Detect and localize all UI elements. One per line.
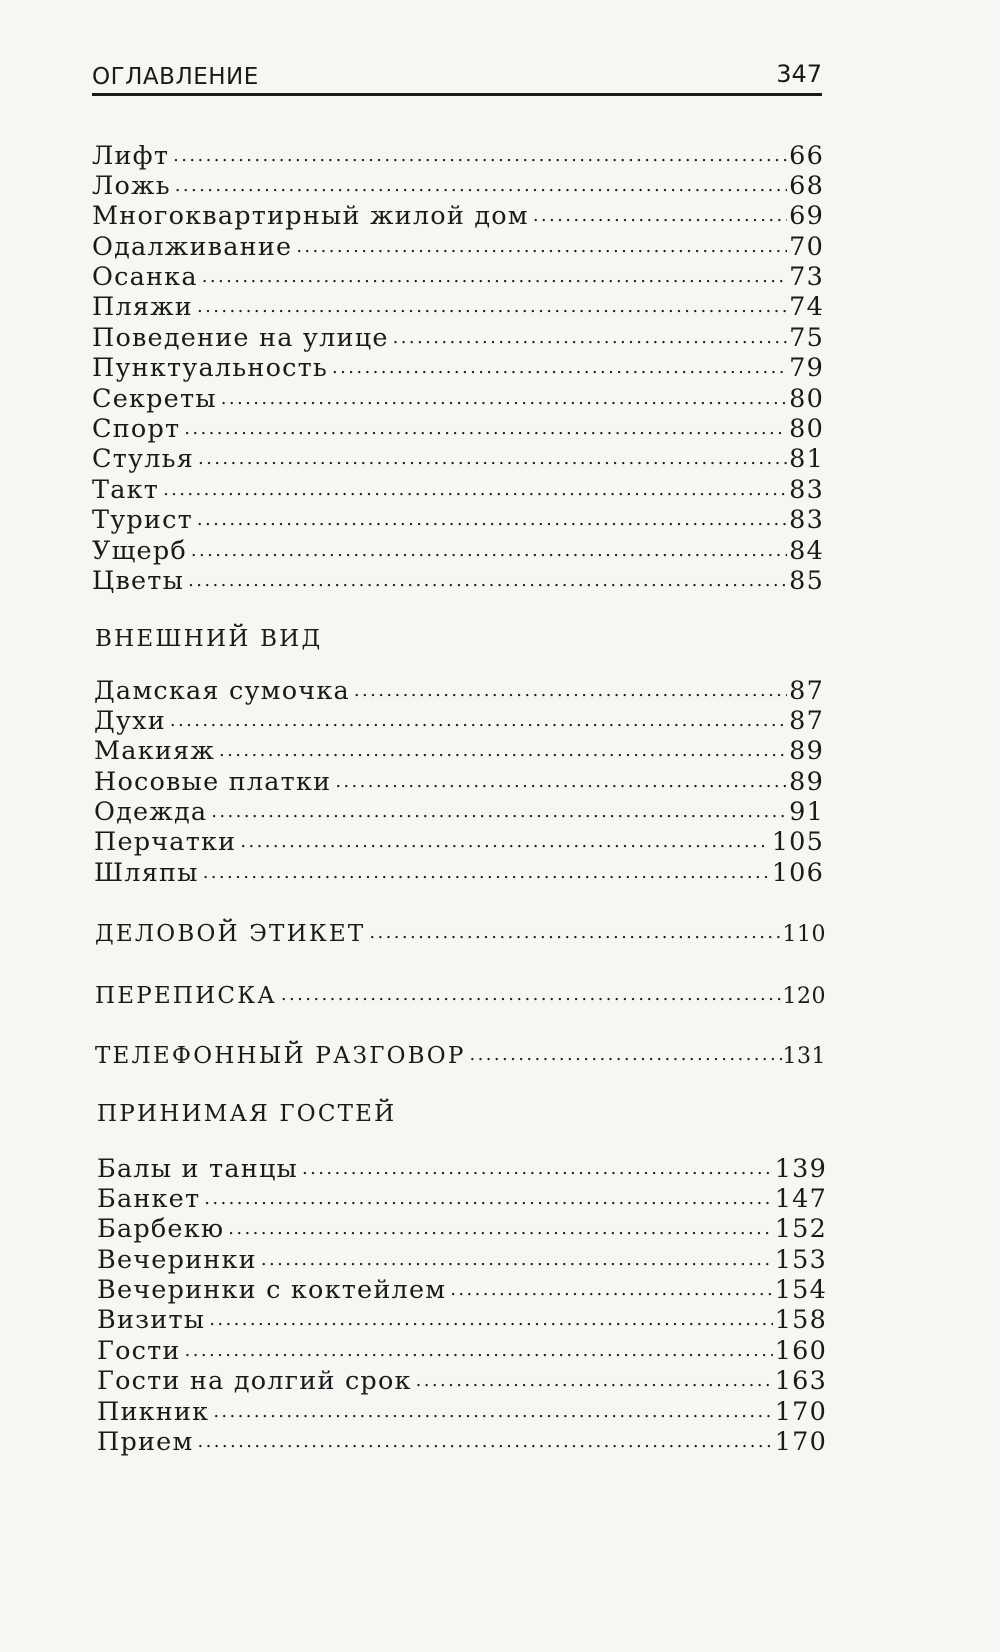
toc-entry-label: Поведение на улице <box>92 322 389 353</box>
toc-entry-label: Одежда <box>94 797 208 828</box>
page-header <box>92 58 822 96</box>
toc-entry[interactable] <box>92 260 824 293</box>
toc-entry-page: 70 <box>789 231 824 262</box>
leader-dots <box>354 673 787 699</box>
leader-dots <box>185 1333 773 1359</box>
toc-entry-page: 163 <box>774 1366 827 1397</box>
toc-entry-page: 106 <box>771 857 824 888</box>
toc-entry-label: Спорт <box>92 414 181 445</box>
toc-section-phone[interactable] <box>95 1040 826 1069</box>
toc-entry-label: Цветы <box>92 565 185 596</box>
toc-entry-label: Осанка <box>92 262 198 293</box>
toc-entry-page: 89 <box>789 736 824 767</box>
section-heading-guests[interactable]: ПРИНИМАЯ ГОСТЕЙ <box>97 1101 397 1127</box>
toc-entry[interactable] <box>97 1151 827 1184</box>
toc-entry-label: Ложь <box>92 170 171 201</box>
toc-entry[interactable] <box>97 1303 827 1336</box>
toc-entry[interactable] <box>92 290 824 323</box>
leader-dots <box>302 1151 773 1177</box>
toc-entry-label: Барбекю <box>97 1214 225 1245</box>
leader-dots <box>470 1040 783 1063</box>
toc-entry[interactable] <box>92 320 824 353</box>
leader-dots <box>202 260 787 286</box>
toc-entry-label: Духи <box>94 705 166 736</box>
toc-entry-label: Вечеринки <box>97 1244 257 1275</box>
toc-entry-label: Пляжи <box>92 292 193 323</box>
leader-dots <box>188 563 787 589</box>
toc-entry-page: 91 <box>789 797 824 828</box>
toc-entry[interactable] <box>97 1212 827 1245</box>
toc-entry[interactable] <box>92 533 824 566</box>
toc-group-guests <box>97 1151 827 1458</box>
running-title: ОГЛАВЛЕНИЕ <box>92 64 259 90</box>
toc-entry-page: 139 <box>774 1153 827 1184</box>
toc-entry[interactable] <box>97 1181 827 1214</box>
toc-entry-label: Гости на долгий срок <box>97 1366 412 1397</box>
toc-section-page: 131 <box>782 1044 826 1069</box>
toc-group-general <box>92 138 824 594</box>
toc-entry-label: Секреты <box>92 383 217 414</box>
leader-dots <box>228 1212 772 1238</box>
toc-entry-label: Стулья <box>92 444 194 475</box>
leader-dots <box>261 1242 773 1268</box>
toc-group-appearance <box>94 673 824 886</box>
toc-entry-page: 152 <box>774 1214 827 1245</box>
toc-entry-label: Турист <box>92 505 193 536</box>
leader-dots <box>240 825 769 851</box>
toc-entry[interactable] <box>97 1273 827 1306</box>
toc-section-correspondence[interactable] <box>95 980 826 1009</box>
toc-entry[interactable] <box>92 199 824 232</box>
leader-dots <box>204 1181 772 1207</box>
toc-entry[interactable] <box>94 734 824 767</box>
toc-entry-label: Перчатки <box>94 827 237 858</box>
toc-entry-page: 80 <box>789 383 824 414</box>
toc-section-label: ДЕЛОВОЙ ЭТИКЕТ <box>95 921 366 947</box>
toc-entry-label: Носовые платки <box>94 766 332 797</box>
toc-entry-page: 147 <box>774 1183 827 1214</box>
toc-entry-page: 85 <box>789 565 824 596</box>
leader-dots <box>184 412 787 438</box>
toc-entry-label: Пикник <box>97 1396 210 1427</box>
toc-entry-label: Одалживание <box>92 231 293 262</box>
toc-entry-page: 73 <box>789 262 824 293</box>
toc-entry-label: Пунктуальность <box>92 353 328 384</box>
leader-dots <box>197 1425 772 1451</box>
leader-dots <box>211 795 787 821</box>
toc-entry[interactable] <box>94 673 824 706</box>
leader-dots <box>221 381 787 407</box>
leader-dots <box>219 734 787 760</box>
toc-entry[interactable] <box>94 764 824 797</box>
toc-entry-page: 83 <box>789 474 824 505</box>
toc-entry-page: 170 <box>774 1396 827 1427</box>
toc-entry-label: Балы и танцы <box>97 1153 299 1184</box>
leader-dots <box>450 1273 772 1299</box>
leader-dots <box>197 503 787 529</box>
toc-entry-page: 153 <box>774 1244 827 1275</box>
toc-entry-page: 81 <box>789 444 824 475</box>
toc-entry[interactable] <box>97 1333 827 1366</box>
toc-entry-page: 66 <box>789 140 824 171</box>
toc-entry[interactable] <box>97 1425 827 1458</box>
toc-entry-page: 158 <box>774 1305 827 1336</box>
leader-dots <box>369 918 782 941</box>
toc-entry[interactable] <box>97 1394 827 1427</box>
toc-entry-label: Вечеринки с коктейлем <box>97 1275 447 1306</box>
page-number: 347 <box>776 60 822 88</box>
toc-entry[interactable] <box>92 472 824 505</box>
leader-dots <box>416 1364 773 1390</box>
toc-entry-page: 105 <box>771 827 824 858</box>
toc-entry-page: 89 <box>789 766 824 797</box>
leader-dots <box>335 764 787 790</box>
leader-dots <box>163 472 787 498</box>
toc-entry-page: 170 <box>774 1427 827 1458</box>
toc-entry-label: Банкет <box>97 1183 201 1214</box>
toc-entry[interactable] <box>94 703 824 736</box>
toc-entry-page: 79 <box>789 353 824 384</box>
leader-dots <box>209 1303 772 1329</box>
toc-entry[interactable] <box>94 855 824 888</box>
leader-dots <box>281 980 783 1003</box>
toc-entry[interactable] <box>97 1242 827 1275</box>
toc-entry-page: 80 <box>789 414 824 445</box>
toc-entry[interactable] <box>92 442 824 475</box>
leader-dots <box>213 1394 772 1420</box>
leader-dots <box>332 351 787 377</box>
toc-entry[interactable] <box>92 138 824 171</box>
toc-entry-page: 69 <box>789 201 824 232</box>
leader-dots <box>173 138 787 164</box>
toc-entry[interactable] <box>92 168 824 201</box>
toc-entry-label: Шляпы <box>94 857 199 888</box>
toc-entry-label: Лифт <box>92 140 170 171</box>
toc-entry-page: 87 <box>789 705 824 736</box>
toc-entry[interactable] <box>92 229 824 262</box>
toc-entry[interactable] <box>92 351 824 384</box>
leader-dots <box>203 855 770 881</box>
toc-entry[interactable] <box>92 503 824 536</box>
toc-entry-page: 83 <box>789 505 824 536</box>
leader-dots <box>170 703 787 729</box>
toc-entry[interactable] <box>92 381 824 414</box>
toc-entry-label: Ущерб <box>92 535 187 566</box>
toc-entry[interactable] <box>97 1364 827 1397</box>
toc-entry-page: 160 <box>774 1335 827 1366</box>
leader-dots <box>198 442 787 468</box>
toc-section-label: ТЕЛЕФОННЫЙ РАЗГОВОР <box>95 1043 466 1069</box>
leader-dots <box>296 229 787 255</box>
toc-entry-page: 84 <box>789 535 824 566</box>
toc-entry-label: Прием <box>97 1427 194 1458</box>
toc-entry-page: 68 <box>789 170 824 201</box>
leader-dots <box>191 533 787 559</box>
toc-entry-page: 154 <box>774 1275 827 1306</box>
toc-entry-label: Гости <box>97 1335 181 1366</box>
leader-dots <box>197 290 787 316</box>
toc-entry-label: Макияж <box>94 736 215 767</box>
toc-section-business[interactable] <box>95 918 826 947</box>
leader-dots <box>533 199 787 225</box>
toc-entry-page: 87 <box>789 675 824 706</box>
toc-entry[interactable] <box>94 795 824 828</box>
leader-dots <box>175 168 787 194</box>
section-heading-appearance[interactable]: ВНЕШНИЙ ВИД <box>95 626 323 652</box>
toc-section-page: 110 <box>782 922 826 947</box>
toc-section-page: 120 <box>782 984 826 1009</box>
toc-entry[interactable] <box>94 825 824 858</box>
toc-entry-label: Дамская сумочка <box>94 675 350 706</box>
toc-entry-page: 75 <box>789 322 824 353</box>
toc-entry[interactable] <box>92 563 824 596</box>
leader-dots <box>393 320 788 346</box>
toc-section-label: ПЕРЕПИСКА <box>95 983 277 1009</box>
toc-entry-label: Такт <box>92 474 160 505</box>
toc-entry-label: Многоквартирный жилой дом <box>92 201 529 232</box>
toc-entry[interactable] <box>92 412 824 445</box>
toc-entry-page: 74 <box>789 292 824 323</box>
toc-entry-label: Визиты <box>97 1305 206 1336</box>
